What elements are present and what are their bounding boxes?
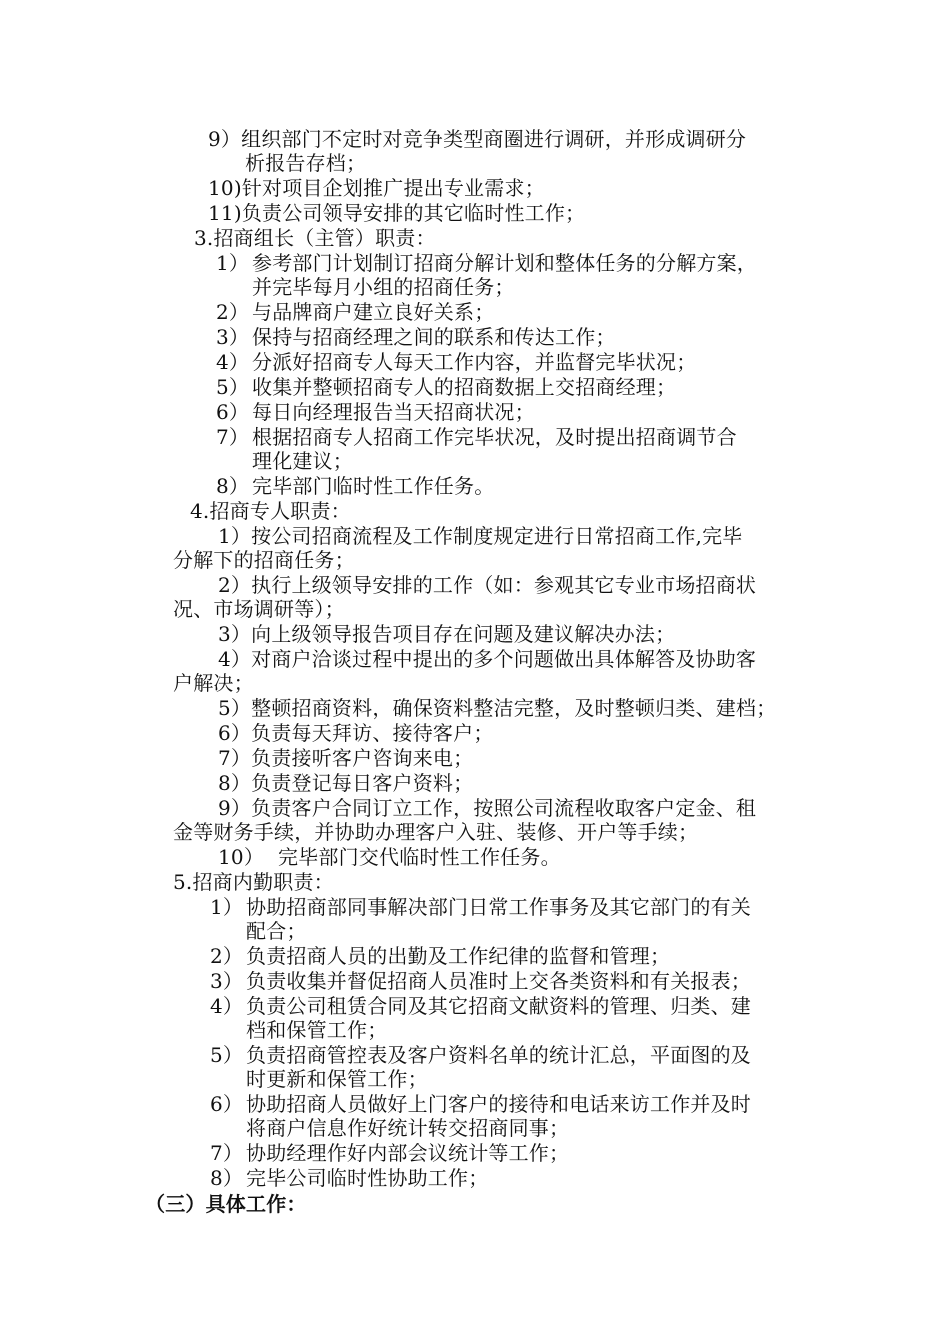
section-heading-bold: （三）具体工作： <box>145 1192 307 1216</box>
list-item-continuation: 并完毕每月小组的招商任务； <box>252 275 515 299</box>
section-heading: 3.招商组长（主管）职责： <box>194 226 436 250</box>
list-item: 1） 参考部门计划制订招商分解计划和整体任务的分解方案， <box>216 251 757 275</box>
list-item: 9）负责客户合同订立工作，按照公司流程收取客户定金、租 <box>218 796 757 820</box>
list-item: 1） 协助招商部同事解决部门日常工作事务及其它部门的有关 <box>210 895 751 919</box>
list-item: 5） 收集并整顿招商专人的招商数据上交招商经理； <box>216 375 677 399</box>
list-item: 2）执行上级领导安排的工作（如：参观其它专业市场招商状 <box>218 573 757 597</box>
list-item-continuation: 时更新和保管工作； <box>246 1067 428 1091</box>
list-item: 8）负责登记每日客户资料； <box>218 771 474 795</box>
list-item-continuation: 将商户信息作好统计转交招商同事； <box>246 1116 570 1140</box>
list-item: 10） 完毕部门交代临时性工作任务。 <box>218 845 561 869</box>
list-item: 1）按公司招商流程及工作制度规定进行日常招商工作,完毕 <box>218 524 743 548</box>
list-item: 4） 负责公司租赁合同及其它招商文献资料的管理、归类、建 <box>210 994 751 1018</box>
list-item: 8） 完毕部门临时性工作任务。 <box>216 474 495 498</box>
list-item-continuation: 配合； <box>246 919 307 943</box>
list-item: 5）整顿招商资料，确保资料整洁完整，及时整顿归类、建档； <box>218 696 777 720</box>
list-item: 7） 根据招商专人招商工作完毕状况，及时提出招商调节合 <box>216 425 737 449</box>
list-item: 8） 完毕公司临时性协助工作； <box>210 1166 489 1190</box>
list-item: 3）向上级领导报告项目存在问题及建议解决办法； <box>218 622 676 646</box>
list-item: 2） 与品牌商户建立良好关系； <box>216 300 495 324</box>
list-item-continuation: 析报告存档； <box>245 151 367 175</box>
list-item: 4） 分派好招商专人每天工作内容，并监督完毕状况； <box>216 350 697 374</box>
list-item: 4）对商户洽谈过程中提出的多个问题做出具体解答及协助客 <box>218 647 757 671</box>
list-item: 5） 负责招商管控表及客户资料名单的统计汇总，平面图的及 <box>210 1043 751 1067</box>
list-item: 6）负责每天拜访、接待客户； <box>218 721 494 745</box>
list-item: 3） 负责收集并督促招商人员准时上交各类资料和有关报表； <box>210 969 751 993</box>
list-item: 7）负责接听客户咨询来电； <box>218 746 474 770</box>
list-item: 3） 保持与招商经理之间的联系和传达工作； <box>216 325 616 349</box>
list-item-continuation: 户解决； <box>173 671 254 695</box>
list-item-continuation: 理化建议； <box>252 449 353 473</box>
list-item: 2） 负责招商人员的出勤及工作纪律的监督和管理； <box>210 944 671 968</box>
list-item: 6） 协助招商人员做好上门客户的接待和电话来访工作并及时 <box>210 1092 751 1116</box>
list-item: 10)针对项目企划推广提出专业需求； <box>208 176 545 200</box>
list-item-continuation: 况、市场调研等）； <box>173 597 345 621</box>
section-heading: 4.招商专人职责： <box>190 499 351 523</box>
section-heading: 5.招商内勤职责： <box>173 870 334 894</box>
list-item-continuation: 档和保管工作； <box>246 1018 388 1042</box>
list-item: 7） 协助经理作好内部会议统计等工作； <box>210 1141 570 1165</box>
list-item-continuation: 分解下的招商任务； <box>173 548 355 572</box>
list-item: 6） 每日向经理报告当天招商状况； <box>216 400 535 424</box>
list-item: 9）组织部门不定时对竞争类型商圈进行调研，并形成调研分 <box>208 127 747 151</box>
list-item-continuation: 金等财务手续，并协助办理客户入驻、装修、开户等手续； <box>173 820 699 844</box>
list-item: 11)负责公司领导安排的其它临时性工作； <box>208 201 586 225</box>
